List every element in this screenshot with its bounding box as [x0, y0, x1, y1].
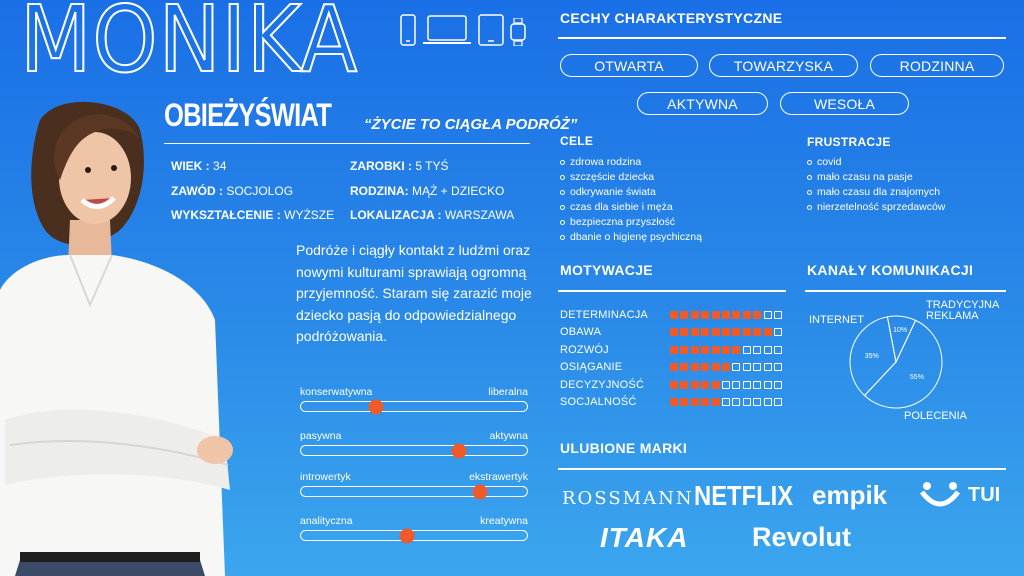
brands-heading: ULUBIONE MARKI — [560, 440, 688, 456]
motivation-row — [560, 359, 784, 377]
motivation-square-empty — [753, 363, 761, 371]
divider — [558, 468, 1006, 470]
trait-pill: TOWARZYSKA — [709, 54, 858, 77]
motivation-square-filled — [712, 346, 720, 354]
motivation-square-filled — [670, 363, 678, 371]
phone-icon — [400, 14, 416, 46]
slider-right-label: aktywna — [489, 430, 528, 442]
info-job: ZAWÓD : SOCJOLOG — [171, 184, 294, 198]
motivation-square-empty — [722, 398, 730, 406]
motivation-square-filled — [722, 346, 730, 354]
label-traditional: TRADYCYJNA REKLAMA — [926, 299, 999, 322]
pie-data-label: 10% — [893, 327, 908, 335]
motivation-square-filled — [701, 381, 709, 389]
motivation-square-filled — [691, 328, 699, 336]
slider-knob — [400, 528, 415, 543]
motivation-square-filled — [722, 363, 730, 371]
motivation-square-filled — [732, 311, 740, 319]
motivation-square-filled — [670, 381, 678, 389]
trait-pill: OTWARTA — [560, 54, 698, 77]
motivation-square-filled — [701, 398, 709, 406]
motivation-label: ROZWÓJ — [560, 343, 609, 356]
motivation-square-filled — [680, 398, 688, 406]
slider-track — [300, 530, 528, 541]
persona-description: Podróże i ciągły kontakt z ludźmi oraz nowymi kulturami sprawiają ogromną przyjemność. Staram się zarazić moje dziecko pasją do odpowiedzialnego podróżowania. — [296, 242, 532, 344]
motivation-square-filled — [691, 398, 699, 406]
trait-pill: RODZINNA — [870, 54, 1004, 77]
motivation-square-empty — [774, 398, 782, 406]
brand-itaka: ITAKA — [600, 522, 689, 553]
brand-empik: empik — [812, 480, 888, 510]
motivation-square-filled — [743, 311, 751, 319]
motivation-row — [560, 376, 784, 394]
motivation-square-empty — [732, 398, 740, 406]
motivation-label: SOCJALNOŚĆ — [560, 396, 637, 409]
motivation-square-empty — [774, 363, 782, 371]
motivation-square-filled — [701, 346, 709, 354]
motivations-heading: MOTYWACJE — [560, 262, 653, 278]
motivation-row — [560, 306, 784, 324]
frustrations-list — [807, 155, 945, 215]
laptop-icon — [422, 14, 472, 46]
list-item: szczęście dziecka — [560, 170, 702, 185]
motivation-square-filled — [712, 328, 720, 336]
motivation-square-filled — [712, 363, 720, 371]
motivation-square-filled — [691, 381, 699, 389]
motivation-square-filled — [680, 328, 688, 336]
motivation-label: OBAWA — [560, 326, 602, 339]
brand-revolut: Revolut — [752, 522, 852, 552]
tablet-icon — [478, 14, 504, 46]
frustrations-heading: FRUSTRACJE — [807, 135, 891, 149]
motivation-square-filled — [680, 311, 688, 319]
brand-tui: TUI — [968, 484, 1001, 506]
motivation-square-filled — [680, 381, 688, 389]
list-item: zdrowa rodzina — [560, 155, 702, 170]
motivation-square-filled — [732, 346, 740, 354]
tui-logo-icon — [918, 480, 962, 508]
motivation-square-filled — [722, 328, 730, 336]
devices-row — [400, 14, 526, 46]
goals-list — [560, 155, 702, 245]
motivation-square-empty — [722, 381, 730, 389]
slider-track — [300, 486, 528, 497]
motivation-square-empty — [774, 346, 782, 354]
motivation-square-filled — [753, 328, 761, 336]
motivation-square-filled — [701, 311, 709, 319]
motivation-label: DECYZYJNOŚĆ — [560, 378, 645, 391]
motivation-square-empty — [764, 346, 772, 354]
motivation-square-empty — [764, 311, 772, 319]
motivations-list — [560, 306, 784, 411]
list-item: mało czasu dla znajomych — [807, 185, 945, 200]
motivation-square-filled — [722, 311, 730, 319]
motivation-square-filled — [691, 311, 699, 319]
slider-knob — [472, 484, 487, 499]
motivation-square-filled — [712, 381, 720, 389]
channels-pie-chart — [848, 314, 944, 410]
slider-left-label: analityczna — [300, 515, 353, 527]
list-item: mało czasu na pasje — [807, 170, 945, 185]
motivation-square-filled — [670, 328, 678, 336]
list-item: odkrywanie świata — [560, 185, 702, 200]
motivation-square-empty — [774, 328, 782, 336]
persona-name: MONIKA — [20, 0, 359, 93]
divider — [164, 143, 530, 144]
motivation-row — [560, 324, 784, 342]
motivation-square-filled — [712, 311, 720, 319]
motivation-square-empty — [753, 346, 761, 354]
divider — [805, 290, 1006, 292]
list-item: dbanie o higienę psychiczną — [560, 230, 702, 245]
motivation-row — [560, 341, 784, 359]
motivation-square-empty — [743, 363, 751, 371]
motivation-square-filled — [701, 363, 709, 371]
motivation-square-filled — [753, 311, 761, 319]
label-internet: INTERNET — [809, 314, 864, 326]
list-item: bezpieczna przyszłość — [560, 215, 702, 230]
info-age: WIEK : 34 — [171, 159, 227, 173]
motivation-square-filled — [691, 346, 699, 354]
motivation-row — [560, 394, 784, 412]
motivation-square-filled — [680, 363, 688, 371]
motivation-square-filled — [743, 328, 751, 336]
motivation-square-filled — [691, 363, 699, 371]
motivation-square-filled — [712, 398, 720, 406]
slider-knob — [368, 399, 383, 414]
slider-right-label: kreatywna — [480, 515, 528, 527]
motivation-square-empty — [774, 311, 782, 319]
motivation-square-empty — [743, 346, 751, 354]
pie-data-label: 55% — [909, 374, 924, 382]
persona-nickname: OBIEŻYŚWIAT — [164, 97, 332, 133]
slider-passive-active — [300, 430, 528, 456]
motivation-square-empty — [764, 381, 772, 389]
slider-analytic-creative — [300, 515, 528, 541]
pie-data-label: 35% — [864, 352, 879, 360]
motivation-square-empty — [764, 363, 772, 371]
motivation-square-empty — [743, 381, 751, 389]
slider-right-label: liberalna — [488, 386, 528, 398]
smartwatch-icon — [510, 18, 526, 46]
motivation-square-empty — [732, 381, 740, 389]
motivation-square-empty — [774, 381, 782, 389]
slider-introvert-extrovert — [300, 471, 528, 497]
slider-track — [300, 445, 528, 456]
trait-pill: WESOŁA — [780, 92, 909, 115]
info-education: WYKSZTAŁCENIE : WYŻSZE — [171, 208, 335, 222]
info-location: LOKALIZACJA : WARSZAWA — [350, 208, 515, 222]
slider-right-label: ekstrawertyk — [469, 471, 528, 483]
motivation-square-filled — [732, 328, 740, 336]
info-family: RODZINA: MĄŻ + DZIECKO — [350, 184, 505, 198]
list-item: czas dla siebie i męża — [560, 200, 702, 215]
motivation-square-filled — [670, 311, 678, 319]
pie-slice-referral — [887, 316, 915, 362]
motivation-square-empty — [743, 398, 751, 406]
motivation-square-empty — [753, 398, 761, 406]
slider-left-label: pasywna — [300, 430, 342, 442]
motivation-square-filled — [764, 328, 772, 336]
motivation-square-filled — [701, 328, 709, 336]
brand-rossmann: ROSSMANN — [562, 488, 694, 509]
motivation-label: OSIĄGANIE — [560, 361, 623, 374]
motivation-square-filled — [680, 346, 688, 354]
trait-pill: AKTYWNA — [637, 92, 768, 115]
slider-track — [300, 401, 528, 412]
slider-conservative-liberal — [300, 386, 528, 412]
motivation-square-empty — [764, 398, 772, 406]
slider-left-label: konserwatywna — [300, 386, 373, 398]
motivation-square-filled — [670, 346, 678, 354]
slider-knob — [452, 443, 467, 458]
label-referral: POLECENIA — [904, 410, 967, 422]
list-item: nierzetelność sprzedawców — [807, 200, 945, 215]
goals-heading: CELE — [560, 134, 594, 148]
motivation-square-filled — [670, 398, 678, 406]
persona-quote: “ŻYCIE TO CIĄGŁA PODRÓŻ” — [364, 116, 578, 133]
traits-heading: CECHY CHARAKTERYSTYCZNE — [560, 10, 783, 26]
motivation-square-empty — [732, 363, 740, 371]
motivation-square-empty — [753, 381, 761, 389]
motivation-label: DETERMINACJA — [560, 308, 648, 321]
list-item: covid — [807, 155, 945, 170]
info-income: ZAROBKI : 5 TYŚ — [350, 159, 449, 173]
divider — [558, 290, 786, 292]
brand-netflix: NETFLIX — [694, 480, 794, 511]
slider-left-label: introwertyk — [300, 471, 351, 483]
channels-heading: KANAŁY KOMUNIKACJI — [807, 262, 974, 278]
divider — [558, 37, 1006, 39]
